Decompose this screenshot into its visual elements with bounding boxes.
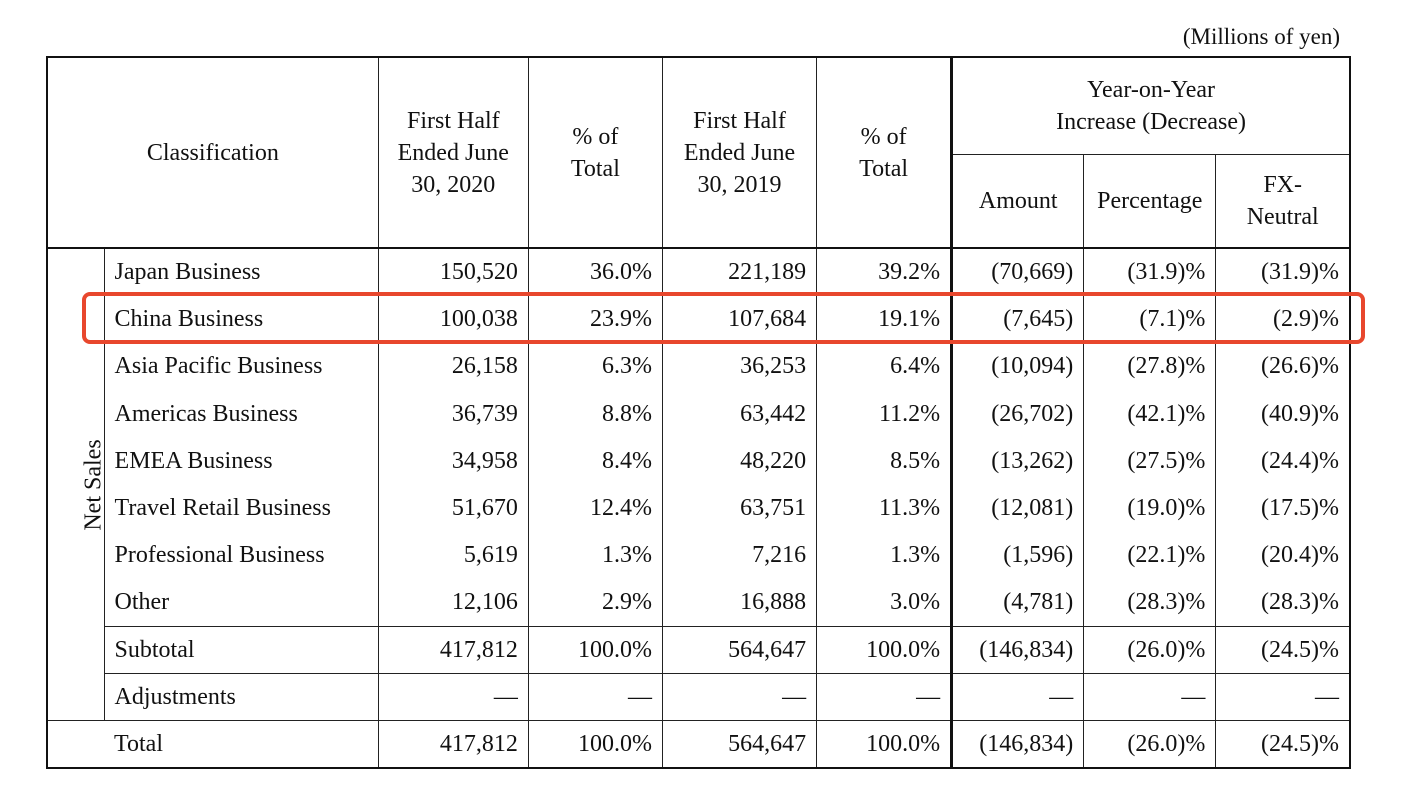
cell-fx-neutral: (24.4)% [1216, 437, 1350, 484]
cell-first-half-2019: — [662, 674, 816, 721]
cell-fx-neutral: (28.3)% [1216, 579, 1350, 626]
cell-yoy-amount: (146,834) [952, 626, 1084, 673]
row-label: Travel Retail Business [104, 484, 378, 531]
cell-pct-total-2019: 19.1% [817, 295, 952, 342]
cell-pct-total-2019: 3.0% [817, 579, 952, 626]
cell-yoy-percentage: (22.1)% [1084, 532, 1216, 579]
cell-first-half-2019: 63,751 [662, 484, 816, 531]
cell-yoy-amount: (13,262) [952, 437, 1084, 484]
cell-first-half-2019: 564,647 [662, 721, 816, 768]
cell-fx-neutral: (24.5)% [1216, 721, 1350, 768]
cell-pct-total-2019: 11.3% [817, 484, 952, 531]
cell-first-half-2019: 48,220 [662, 437, 816, 484]
cell-yoy-percentage: (31.9)% [1084, 248, 1216, 295]
header-pct-total-2020: % of Total [528, 57, 662, 248]
china-business-highlight [82, 292, 1365, 344]
cell-first-half-2020: 100,038 [378, 295, 528, 342]
cell-first-half-2020: 34,958 [378, 437, 528, 484]
cell-fx-neutral: (20.4)% [1216, 532, 1350, 579]
cell-pct-total-2019: — [817, 674, 952, 721]
cell-yoy-amount: (4,781) [952, 579, 1084, 626]
cell-fx-neutral: (17.5)% [1216, 484, 1350, 531]
cell-yoy-percentage: (26.0)% [1084, 626, 1216, 673]
cell-yoy-percentage: — [1084, 674, 1216, 721]
cell-yoy-percentage: (27.5)% [1084, 437, 1216, 484]
cell-first-half-2020: 51,670 [378, 484, 528, 531]
header-amount: Amount [952, 154, 1084, 248]
cell-first-half-2020: 36,739 [378, 390, 528, 437]
cell-pct-total-2020: 12.4% [528, 484, 662, 531]
header-pct-total-2019: % of Total [817, 57, 952, 248]
table-row [47, 484, 1350, 531]
cell-first-half-2020: 12,106 [378, 579, 528, 626]
cell-fx-neutral: (31.9)% [1216, 248, 1350, 295]
net-sales-label: Net Sales [80, 439, 107, 531]
cell-pct-total-2020: 100.0% [528, 721, 662, 768]
cell-yoy-amount: (26,702) [952, 390, 1084, 437]
header-first-half-2020: First Half Ended June 30, 2020 [378, 57, 528, 248]
cell-first-half-2019: 16,888 [662, 579, 816, 626]
cell-pct-total-2020: 2.9% [528, 579, 662, 626]
table-row [47, 532, 1350, 579]
row-label: EMEA Business [104, 437, 378, 484]
cell-pct-total-2020: 8.4% [528, 437, 662, 484]
cell-yoy-percentage: (7.1)% [1084, 295, 1216, 342]
cell-yoy-percentage: (28.3)% [1084, 579, 1216, 626]
header-yoy: Year-on-Year Increase (Decrease) [952, 57, 1350, 154]
cell-pct-total-2019: 11.2% [817, 390, 952, 437]
table-row [47, 390, 1350, 437]
cell-pct-total-2019: 6.4% [817, 343, 952, 390]
cell-pct-total-2020: — [528, 674, 662, 721]
cell-first-half-2019: 7,216 [662, 532, 816, 579]
cell-pct-total-2019: 1.3% [817, 532, 952, 579]
cell-pct-total-2019: 100.0% [817, 626, 952, 673]
cell-pct-total-2020: 1.3% [528, 532, 662, 579]
cell-fx-neutral: — [1216, 674, 1350, 721]
cell-first-half-2020: 5,619 [378, 532, 528, 579]
cell-yoy-amount: (146,834) [952, 721, 1084, 768]
cell-pct-total-2020: 6.3% [528, 343, 662, 390]
cell-first-half-2019: 107,684 [662, 295, 816, 342]
total-row [47, 721, 1350, 768]
cell-first-half-2020: — [378, 674, 528, 721]
header-percentage: Percentage [1084, 154, 1216, 248]
cell-fx-neutral: (24.5)% [1216, 626, 1350, 673]
cell-yoy-amount: (12,081) [952, 484, 1084, 531]
row-label: Adjustments [104, 674, 378, 721]
cell-pct-total-2020: 8.8% [528, 390, 662, 437]
cell-yoy-percentage: (42.1)% [1084, 390, 1216, 437]
cell-fx-neutral: (40.9)% [1216, 390, 1350, 437]
cell-yoy-amount: (7,645) [952, 295, 1084, 342]
cell-first-half-2020: 417,812 [378, 626, 528, 673]
cell-pct-total-2020: 36.0% [528, 248, 662, 295]
cell-yoy-percentage: (26.0)% [1084, 721, 1216, 768]
adjustments-row [47, 674, 1350, 721]
row-label: Japan Business [104, 248, 378, 295]
cell-pct-total-2020: 23.9% [528, 295, 662, 342]
table-row [47, 579, 1350, 626]
row-label: Total [104, 721, 378, 768]
cell-yoy-percentage: (19.0)% [1084, 484, 1216, 531]
cell-pct-total-2020: 100.0% [528, 626, 662, 673]
total-blank-cell [47, 721, 104, 768]
row-label: Subtotal [104, 626, 378, 673]
table-row [47, 248, 1350, 295]
cell-first-half-2019: 221,189 [662, 248, 816, 295]
cell-pct-total-2019: 100.0% [817, 721, 952, 768]
table-row [47, 343, 1350, 390]
cell-first-half-2019: 63,442 [662, 390, 816, 437]
subtotal-row [47, 626, 1350, 673]
header-first-half-2019: First Half Ended June 30, 2019 [662, 57, 816, 248]
cell-yoy-amount: — [952, 674, 1084, 721]
cell-first-half-2019: 36,253 [662, 343, 816, 390]
cell-yoy-amount: (10,094) [952, 343, 1084, 390]
header-classification: Classification [47, 57, 378, 248]
row-label: Professional Business [104, 532, 378, 579]
cell-first-half-2019: 564,647 [662, 626, 816, 673]
cell-yoy-amount: (70,669) [952, 248, 1084, 295]
cell-first-half-2020: 150,520 [378, 248, 528, 295]
table-row [47, 437, 1350, 484]
net-sales-table [46, 56, 1351, 769]
row-label: Other [104, 579, 378, 626]
row-label: Asia Pacific Business [104, 343, 378, 390]
cell-yoy-percentage: (27.8)% [1084, 343, 1216, 390]
cell-fx-neutral: (2.9)% [1216, 295, 1350, 342]
cell-first-half-2020: 417,812 [378, 721, 528, 768]
unit-note: (Millions of yen) [1182, 24, 1340, 49]
cell-fx-neutral: (26.6)% [1216, 343, 1350, 390]
row-label: China Business [104, 295, 378, 342]
row-label: Americas Business [104, 390, 378, 437]
cell-pct-total-2019: 8.5% [817, 437, 952, 484]
header-fx-neutral: FX- Neutral [1216, 154, 1350, 248]
cell-yoy-amount: (1,596) [952, 532, 1084, 579]
cell-pct-total-2019: 39.2% [817, 248, 952, 295]
cell-first-half-2020: 26,158 [378, 343, 528, 390]
